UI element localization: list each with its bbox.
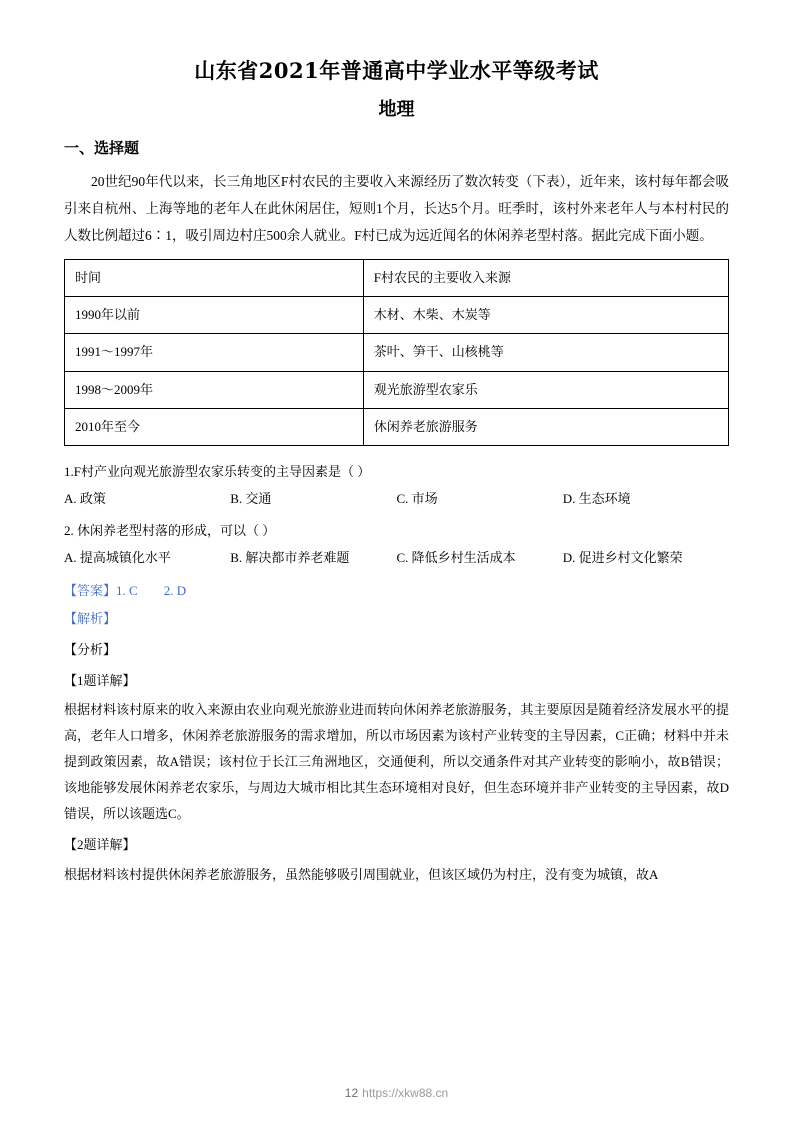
option-1-b[interactable]: B. 交通 (230, 490, 272, 506)
table-row (65, 408, 729, 445)
table-cell-time: 1998～2009年 (65, 371, 364, 408)
option-1-c[interactable]: C. 市场 (396, 490, 438, 506)
table-header-row (65, 260, 729, 297)
page-title: 山东省2021年普通高中学业水平等级考试 (194, 58, 599, 83)
answer-item-2: 2. D (163, 582, 187, 598)
question-1-options (64, 487, 729, 512)
watermark-url: https://xkw88.cn (362, 1086, 449, 1100)
table-cell-time: 2010年至今 (65, 408, 364, 445)
option-2-d[interactable]: D. 促进乡村文化繁荣 (562, 550, 683, 565)
income-source-table (64, 259, 729, 446)
table-cell-time: 1990年以前 (65, 297, 364, 334)
option-2-b[interactable]: B. 解决都市养老难题 (230, 550, 350, 565)
analysis-overview-head: 【分析】 (64, 642, 117, 658)
option-2-c[interactable]: C. 降低乡村生活成本 (396, 550, 516, 565)
table-header-cell-time: 时间 (65, 260, 364, 297)
question-2-stem: 2. 休闲养老型村落的形成，可以（ ） (64, 523, 276, 539)
option-1-d[interactable]: D. 生态环境 (562, 490, 631, 506)
intro-paragraph: 20世纪90年代以来，长三角地区F村农民的主要收入来源经历了数次转变（下表），近年来，该村每年都会吸引来自杭州、上海等地的老年人在此休闲居住，短则1个月，长达5个月。旺季时，该村外来老年人与本村村民的人数比例超过6∶1，吸引周边村庄500余人就业。F村已成为远近闻名的休闲养老型村落。据此完成下面小题。 (64, 174, 729, 243)
question-2-options (64, 546, 729, 571)
table-cell-income: 休闲养老旅游服务 (363, 408, 728, 445)
detail-1-head: 【1题详解】 (64, 672, 136, 688)
detail-2-text: 根据材料该村提供休闲养老旅游服务，虽然能够吸引周围就业，但该区域仍为村庄，没有变为城镇，故A (64, 867, 659, 883)
page-number: 12 (344, 1086, 359, 1100)
analysis-tag: 【解析】 (64, 611, 117, 627)
section-heading: 一、选择题 (64, 139, 140, 157)
answer-line (64, 579, 729, 604)
detail-1-text: 根据材料该村原来的收入来源由农业向观光旅游业进而转向休闲养老旅游服务，其主要原因是随着经济发展水平的提高，老年人口增多，休闲养老旅游服务的需求增加，所以市场因素为该村产业转变的主导因素，C正确；材料中并未提到政策因素，故A错误；该村位于长江三角洲地区，交通便利，所以交通条件对其产业转变的影响小，故B错误；该地能够发展休闲养老农家乐，与周边大城市相比其生态环境相对良好，但生态环境并非产业转变的主导因素，故D错误，所以该题选C。 (64, 702, 729, 822)
answer-item-1: 1. C (116, 582, 138, 598)
option-2-a[interactable]: A. 提高城镇化水平 (64, 550, 171, 565)
table-cell-time: 1991～1997年 (65, 334, 364, 371)
page-footer (0, 1086, 793, 1100)
option-1-a[interactable]: A. 政策 (64, 490, 106, 506)
table-row (65, 371, 729, 408)
detail-2-head: 【2题详解】 (64, 837, 136, 853)
page-subtitle: 地理 (378, 99, 415, 120)
table-cell-income: 木材、木柴、木炭等 (363, 297, 728, 334)
table-header-cell-income: F村农民的主要收入来源 (363, 260, 728, 297)
answer-tag: 【答案】 (64, 582, 117, 598)
table-cell-income: 观光旅游型农家乐 (363, 371, 728, 408)
table-cell-income: 茶叶、笋干、山核桃等 (363, 334, 728, 371)
table-row (65, 334, 729, 371)
question-1-stem: 1.F村产业向观光旅游型农家乐转变的主导因素是（ ） (64, 463, 371, 479)
table-row (65, 297, 729, 334)
